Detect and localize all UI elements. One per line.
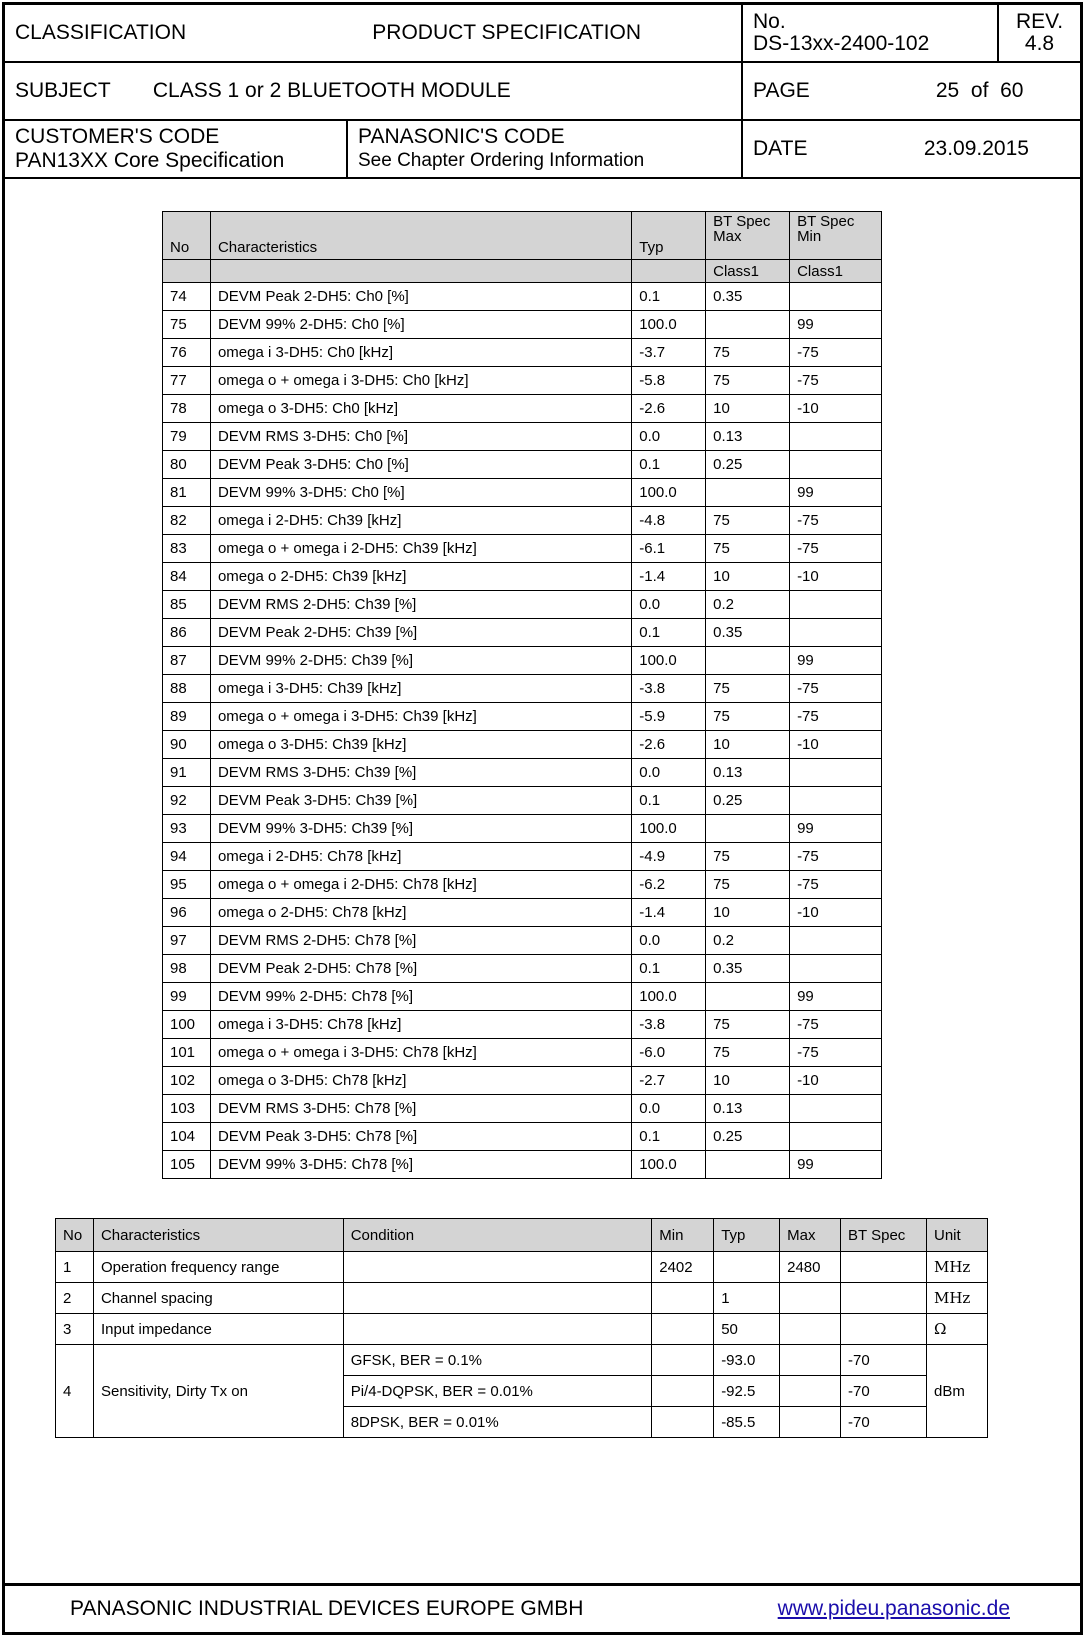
row-max <box>780 1314 841 1345</box>
row-characteristic: omega o + omega i 2-DH5: Ch78 [kHz] <box>210 871 631 899</box>
row-characteristic: omega o + omega i 2-DH5: Ch39 [kHz] <box>210 535 631 563</box>
row-bt-min: -10 <box>790 1067 882 1095</box>
row-max <box>780 1376 841 1407</box>
table-row <box>163 1011 882 1039</box>
subheader-empty <box>163 260 211 283</box>
row-bt-max <box>706 1151 790 1179</box>
row-no: 104 <box>163 1123 211 1151</box>
row-characteristic: omega i 3-DH5: Ch39 [kHz] <box>210 675 631 703</box>
row-no: 90 <box>163 731 211 759</box>
row-bt-max: 0.35 <box>706 955 790 983</box>
row-bt-min: -75 <box>790 843 882 871</box>
row-unit: dBm <box>926 1345 987 1438</box>
row-condition: 8DPSK, BER = 0.01% <box>343 1407 652 1438</box>
row-no: 86 <box>163 619 211 647</box>
row-min <box>652 1376 714 1407</box>
col-typ: Typ <box>714 1219 780 1252</box>
row-typ: 0.0 <box>632 927 706 955</box>
receiver-table-body <box>56 1252 988 1438</box>
row-bt-max <box>706 479 790 507</box>
row-max <box>780 1407 841 1438</box>
row-bt-min <box>790 619 882 647</box>
row-typ: 0.1 <box>632 283 706 311</box>
page-footer <box>5 1583 1080 1632</box>
subject-label: SUBJECT <box>15 79 111 102</box>
row-bt-max: 10 <box>706 395 790 423</box>
characteristics-table-body <box>163 283 882 1179</box>
table-row <box>56 1283 988 1314</box>
receiver-table <box>55 1218 988 1438</box>
row-typ: 100.0 <box>632 983 706 1011</box>
row-bt-min: -75 <box>790 1011 882 1039</box>
row-unit: MHz <box>926 1283 987 1314</box>
row-typ: -2.6 <box>632 395 706 423</box>
row-bt-min: -75 <box>790 535 882 563</box>
row-bt-min: -10 <box>790 563 882 591</box>
row-characteristic: DEVM RMS 2-DH5: Ch39 [%] <box>210 591 631 619</box>
row-characteristic: DEVM Peak 3-DH5: Ch0 [%] <box>210 451 631 479</box>
subheader-empty <box>210 260 631 283</box>
row-typ: -6.1 <box>632 535 706 563</box>
row-no: 89 <box>163 703 211 731</box>
row-bt-max <box>706 815 790 843</box>
table-row <box>163 871 882 899</box>
row-bt-max: 0.13 <box>706 423 790 451</box>
table-row <box>163 955 882 983</box>
col-max: Max <box>780 1219 841 1252</box>
panasonic-code-cell <box>347 120 742 178</box>
rev-cell <box>998 5 1080 62</box>
row-bt-min: -10 <box>790 731 882 759</box>
row-bt-max: 10 <box>706 1067 790 1095</box>
row-typ: 0.0 <box>632 759 706 787</box>
row-no: 77 <box>163 367 211 395</box>
characteristics-table <box>162 211 882 1179</box>
table-row <box>163 647 882 675</box>
row-typ: -6.2 <box>632 871 706 899</box>
table-row <box>163 283 882 311</box>
row-bt-max <box>706 983 790 1011</box>
table-row <box>163 507 882 535</box>
row-no: 3 <box>56 1314 94 1345</box>
col-typ: Typ <box>632 212 706 260</box>
row-characteristic: omega o 3-DH5: Ch0 [kHz] <box>210 395 631 423</box>
col-no: No <box>56 1219 94 1252</box>
row-bt-max: 75 <box>706 1039 790 1067</box>
footer-company: PANASONIC INDUSTRIAL DEVICES EUROPE GMBH <box>70 1597 584 1620</box>
col-bt-spec-min-line2: Min <box>797 228 822 245</box>
row-characteristic: Input impedance <box>93 1314 343 1345</box>
row-no: 76 <box>163 339 211 367</box>
customer-code-label: CUSTOMER'S CODE <box>15 125 220 148</box>
row-characteristic: DEVM RMS 3-DH5: Ch39 [%] <box>210 759 631 787</box>
row-characteristic: omega i 3-DH5: Ch78 [kHz] <box>210 1011 631 1039</box>
row-bt-min <box>790 423 882 451</box>
row-no: 99 <box>163 983 211 1011</box>
row-characteristic: DEVM Peak 3-DH5: Ch39 [%] <box>210 787 631 815</box>
row-typ: 0.0 <box>632 1095 706 1123</box>
row-typ: -4.9 <box>632 843 706 871</box>
row-bt-max: 75 <box>706 871 790 899</box>
row-bt-min: 99 <box>790 479 882 507</box>
row-typ: 0.1 <box>632 1123 706 1151</box>
row-bt-spec <box>841 1314 927 1345</box>
row-characteristic: omega o + omega i 3-DH5: Ch39 [kHz] <box>210 703 631 731</box>
row-typ: -4.8 <box>632 507 706 535</box>
table-row <box>163 815 882 843</box>
row-bt-min: -75 <box>790 675 882 703</box>
row-no: 96 <box>163 899 211 927</box>
col-condition: Condition <box>343 1219 652 1252</box>
row-typ: 100.0 <box>632 479 706 507</box>
subheader-empty <box>632 260 706 283</box>
table-row <box>163 339 882 367</box>
row-bt-max: 75 <box>706 703 790 731</box>
rev-label: REV. <box>1015 10 1064 33</box>
row-bt-spec: -70 <box>841 1345 927 1376</box>
page-cell <box>742 62 1080 120</box>
row-characteristic: Operation frequency range <box>93 1252 343 1283</box>
row-characteristic: DEVM Peak 2-DH5: Ch39 [%] <box>210 619 631 647</box>
table-row <box>56 1252 988 1283</box>
row-no: 102 <box>163 1067 211 1095</box>
row-max <box>780 1283 841 1314</box>
table-row <box>163 675 882 703</box>
row-condition: Pi/4-DQPSK, BER = 0.01% <box>343 1376 652 1407</box>
row-bt-min <box>790 927 882 955</box>
row-typ: -2.7 <box>632 1067 706 1095</box>
page-value: 25 of 60 <box>935 79 1024 102</box>
row-bt-max <box>706 647 790 675</box>
table-row <box>163 703 882 731</box>
row-bt-max: 0.35 <box>706 283 790 311</box>
row-typ <box>714 1252 780 1283</box>
col-bt-spec-max <box>706 212 790 260</box>
row-no: 94 <box>163 843 211 871</box>
row-condition <box>343 1283 652 1314</box>
row-characteristic: DEVM 99% 2-DH5: Ch0 [%] <box>210 311 631 339</box>
classification-label: CLASSIFICATION <box>15 21 187 44</box>
row-characteristic: omega o + omega i 3-DH5: Ch0 [kHz] <box>210 367 631 395</box>
row-typ: 0.1 <box>632 955 706 983</box>
row-condition <box>343 1252 652 1283</box>
table-row <box>163 367 882 395</box>
table-row <box>163 395 882 423</box>
row-characteristic: DEVM RMS 2-DH5: Ch78 [%] <box>210 927 631 955</box>
customer-code-value: PAN13XX Core Specification <box>15 149 285 172</box>
date-cell <box>742 120 1080 178</box>
row-typ: -5.8 <box>632 367 706 395</box>
doc-number: DS-13xx-2400-102 <box>753 32 930 55</box>
table-row <box>163 787 882 815</box>
customer-code-cell <box>5 120 347 178</box>
row-no: 82 <box>163 507 211 535</box>
row-bt-spec: -70 <box>841 1407 927 1438</box>
table-row <box>56 1314 988 1345</box>
row-typ: -85.5 <box>714 1407 780 1438</box>
row-no: 87 <box>163 647 211 675</box>
rev-value: 4.8 <box>1024 32 1055 55</box>
row-typ: 0.1 <box>632 619 706 647</box>
row-bt-max: 75 <box>706 675 790 703</box>
row-no: 105 <box>163 1151 211 1179</box>
row-characteristic: omega o 2-DH5: Ch78 [kHz] <box>210 899 631 927</box>
row-condition <box>343 1314 652 1345</box>
table-row <box>163 1039 882 1067</box>
row-bt-spec <box>841 1252 927 1283</box>
page-label: PAGE <box>753 79 810 102</box>
row-typ: 100.0 <box>632 311 706 339</box>
row-condition: GFSK, BER = 0.1% <box>343 1345 652 1376</box>
row-typ: 100.0 <box>632 815 706 843</box>
row-max <box>780 1345 841 1376</box>
row-typ: 0.0 <box>632 591 706 619</box>
row-no: 100 <box>163 1011 211 1039</box>
subject-cell <box>5 62 742 120</box>
panasonic-code-value: See Chapter Ordering Information <box>358 150 645 171</box>
row-bt-min: -75 <box>790 367 882 395</box>
table-row <box>163 451 882 479</box>
table-row <box>163 591 882 619</box>
row-min <box>652 1314 714 1345</box>
row-bt-max: 0.25 <box>706 1123 790 1151</box>
col-characteristics: Characteristics <box>210 212 631 260</box>
document-header <box>5 5 1080 179</box>
row-bt-max: 75 <box>706 843 790 871</box>
row-no: 78 <box>163 395 211 423</box>
row-characteristic: DEVM 99% 3-DH5: Ch78 [%] <box>210 1151 631 1179</box>
classification-cell <box>5 5 742 62</box>
row-no: 92 <box>163 787 211 815</box>
col-bt-spec-min <box>790 212 882 260</box>
table-row <box>163 731 882 759</box>
row-no: 83 <box>163 535 211 563</box>
row-bt-min: -10 <box>790 899 882 927</box>
row-bt-min: -75 <box>790 1039 882 1067</box>
row-bt-min <box>790 1095 882 1123</box>
row-min <box>652 1345 714 1376</box>
row-bt-max: 75 <box>706 507 790 535</box>
row-bt-max: 0.35 <box>706 619 790 647</box>
row-typ: 50 <box>714 1314 780 1345</box>
row-bt-max: 75 <box>706 339 790 367</box>
subject-value: CLASS 1 or 2 BLUETOOTH MODULE <box>152 79 511 102</box>
subheader-class-max: Class1 <box>706 260 790 283</box>
row-no: 85 <box>163 591 211 619</box>
row-bt-max: 10 <box>706 563 790 591</box>
table-row <box>163 983 882 1011</box>
col-min: Min <box>652 1219 714 1252</box>
row-no: 1 <box>56 1252 94 1283</box>
row-bt-min <box>790 759 882 787</box>
row-bt-spec: -70 <box>841 1376 927 1407</box>
row-no: 81 <box>163 479 211 507</box>
row-no: 95 <box>163 871 211 899</box>
row-typ: 0.1 <box>632 451 706 479</box>
table-row <box>163 479 882 507</box>
row-typ: -92.5 <box>714 1376 780 1407</box>
row-no: 98 <box>163 955 211 983</box>
row-bt-max: 0.2 <box>706 591 790 619</box>
table-row <box>163 423 882 451</box>
table-row <box>56 1345 988 1376</box>
row-no: 93 <box>163 815 211 843</box>
row-bt-min: -75 <box>790 703 882 731</box>
row-bt-max <box>706 311 790 339</box>
row-typ: -1.4 <box>632 563 706 591</box>
row-min <box>652 1283 714 1314</box>
row-characteristic: DEVM RMS 3-DH5: Ch0 [%] <box>210 423 631 451</box>
row-characteristic: DEVM 99% 2-DH5: Ch78 [%] <box>210 983 631 1011</box>
row-no: 74 <box>163 283 211 311</box>
row-bt-max: 75 <box>706 367 790 395</box>
table-row <box>163 311 882 339</box>
row-bt-max: 0.25 <box>706 451 790 479</box>
row-no: 80 <box>163 451 211 479</box>
table-row <box>163 843 882 871</box>
table-row <box>163 1095 882 1123</box>
row-no: 2 <box>56 1283 94 1314</box>
footer-website-link[interactable]: www.pideu.panasonic.de <box>777 1597 1010 1620</box>
row-typ: -3.8 <box>632 1011 706 1039</box>
row-typ: 0.0 <box>632 423 706 451</box>
panasonic-code-label: PANASONIC'S CODE <box>358 125 565 148</box>
row-characteristic: omega i 3-DH5: Ch0 [kHz] <box>210 339 631 367</box>
table-row <box>163 759 882 787</box>
row-bt-max: 0.13 <box>706 759 790 787</box>
row-no: 88 <box>163 675 211 703</box>
row-characteristic: Sensitivity, Dirty Tx on <box>93 1345 343 1438</box>
row-bt-max: 0.13 <box>706 1095 790 1123</box>
row-characteristic: DEVM Peak 3-DH5: Ch78 [%] <box>210 1123 631 1151</box>
row-bt-min: -75 <box>790 339 882 367</box>
doc-number-cell <box>742 5 998 62</box>
row-bt-min: 99 <box>790 983 882 1011</box>
row-characteristic: omega i 2-DH5: Ch39 [kHz] <box>210 507 631 535</box>
row-no: 79 <box>163 423 211 451</box>
date-label: DATE <box>753 137 808 160</box>
row-characteristic: DEVM RMS 3-DH5: Ch78 [%] <box>210 1095 631 1123</box>
row-characteristic: omega i 2-DH5: Ch78 [kHz] <box>210 843 631 871</box>
row-bt-min <box>790 787 882 815</box>
row-no: 97 <box>163 927 211 955</box>
row-characteristic: omega o + omega i 3-DH5: Ch78 [kHz] <box>210 1039 631 1067</box>
row-bt-min <box>790 955 882 983</box>
col-bt-spec-max-line2: Max <box>713 228 742 245</box>
row-typ: -1.4 <box>632 899 706 927</box>
row-typ: 1 <box>714 1283 780 1314</box>
row-characteristic: DEVM 99% 2-DH5: Ch39 [%] <box>210 647 631 675</box>
row-bt-min: -75 <box>790 507 882 535</box>
row-bt-min: -10 <box>790 395 882 423</box>
row-bt-min <box>790 283 882 311</box>
col-unit: Unit <box>926 1219 987 1252</box>
doc-type: PRODUCT SPECIFICATION <box>372 21 642 44</box>
row-bt-spec <box>841 1283 927 1314</box>
row-min: 2402 <box>652 1252 714 1283</box>
col-no: No <box>163 212 211 260</box>
row-typ: -6.0 <box>632 1039 706 1067</box>
table-row <box>163 619 882 647</box>
row-bt-min: -75 <box>790 871 882 899</box>
no-label: No. <box>753 10 786 33</box>
subheader-class-min: Class1 <box>790 260 882 283</box>
row-typ: 100.0 <box>632 647 706 675</box>
row-bt-min: 99 <box>790 311 882 339</box>
row-characteristic: DEVM Peak 2-DH5: Ch78 [%] <box>210 955 631 983</box>
row-characteristic: DEVM Peak 2-DH5: Ch0 [%] <box>210 283 631 311</box>
table-row <box>163 1067 882 1095</box>
table-row <box>163 1123 882 1151</box>
row-bt-max: 10 <box>706 731 790 759</box>
col-bt-spec-max-line1: BT Spec <box>713 213 771 230</box>
row-bt-min <box>790 591 882 619</box>
table-row <box>163 563 882 591</box>
row-bt-min: 99 <box>790 815 882 843</box>
row-unit: Ω <box>926 1314 987 1345</box>
row-bt-min: 99 <box>790 1151 882 1179</box>
col-bt-spec: BT Spec <box>841 1219 927 1252</box>
row-typ: -3.7 <box>632 339 706 367</box>
row-characteristic: omega o 3-DH5: Ch39 [kHz] <box>210 731 631 759</box>
row-no: 75 <box>163 311 211 339</box>
row-typ: 100.0 <box>632 1151 706 1179</box>
row-min <box>652 1407 714 1438</box>
row-bt-max: 0.2 <box>706 927 790 955</box>
row-characteristic: omega o 3-DH5: Ch78 [kHz] <box>210 1067 631 1095</box>
row-characteristic: Channel spacing <box>93 1283 343 1314</box>
col-characteristics: Characteristics <box>93 1219 343 1252</box>
row-typ: -2.6 <box>632 731 706 759</box>
table-row <box>163 899 882 927</box>
row-bt-min <box>790 1123 882 1151</box>
row-no: 91 <box>163 759 211 787</box>
row-bt-min <box>790 451 882 479</box>
row-no: 4 <box>56 1345 94 1438</box>
row-unit: MHz <box>926 1252 987 1283</box>
table-row <box>163 927 882 955</box>
row-bt-max: 75 <box>706 535 790 563</box>
table-row <box>163 1151 882 1179</box>
row-typ: -5.9 <box>632 703 706 731</box>
row-characteristic: DEVM 99% 3-DH5: Ch0 [%] <box>210 479 631 507</box>
row-no: 84 <box>163 563 211 591</box>
row-bt-max: 75 <box>706 1011 790 1039</box>
row-bt-max: 0.25 <box>706 787 790 815</box>
row-characteristic: omega o 2-DH5: Ch39 [kHz] <box>210 563 631 591</box>
table-row <box>163 535 882 563</box>
date-value: 23.09.2015 <box>923 137 1029 160</box>
row-bt-max: 10 <box>706 899 790 927</box>
row-bt-min: 99 <box>790 647 882 675</box>
row-typ: -3.8 <box>632 675 706 703</box>
col-bt-spec-min-line1: BT Spec <box>797 213 855 230</box>
row-no: 103 <box>163 1095 211 1123</box>
row-typ: 0.1 <box>632 787 706 815</box>
row-no: 101 <box>163 1039 211 1067</box>
row-typ: -93.0 <box>714 1345 780 1376</box>
row-max: 2480 <box>780 1252 841 1283</box>
row-characteristic: DEVM 99% 3-DH5: Ch39 [%] <box>210 815 631 843</box>
